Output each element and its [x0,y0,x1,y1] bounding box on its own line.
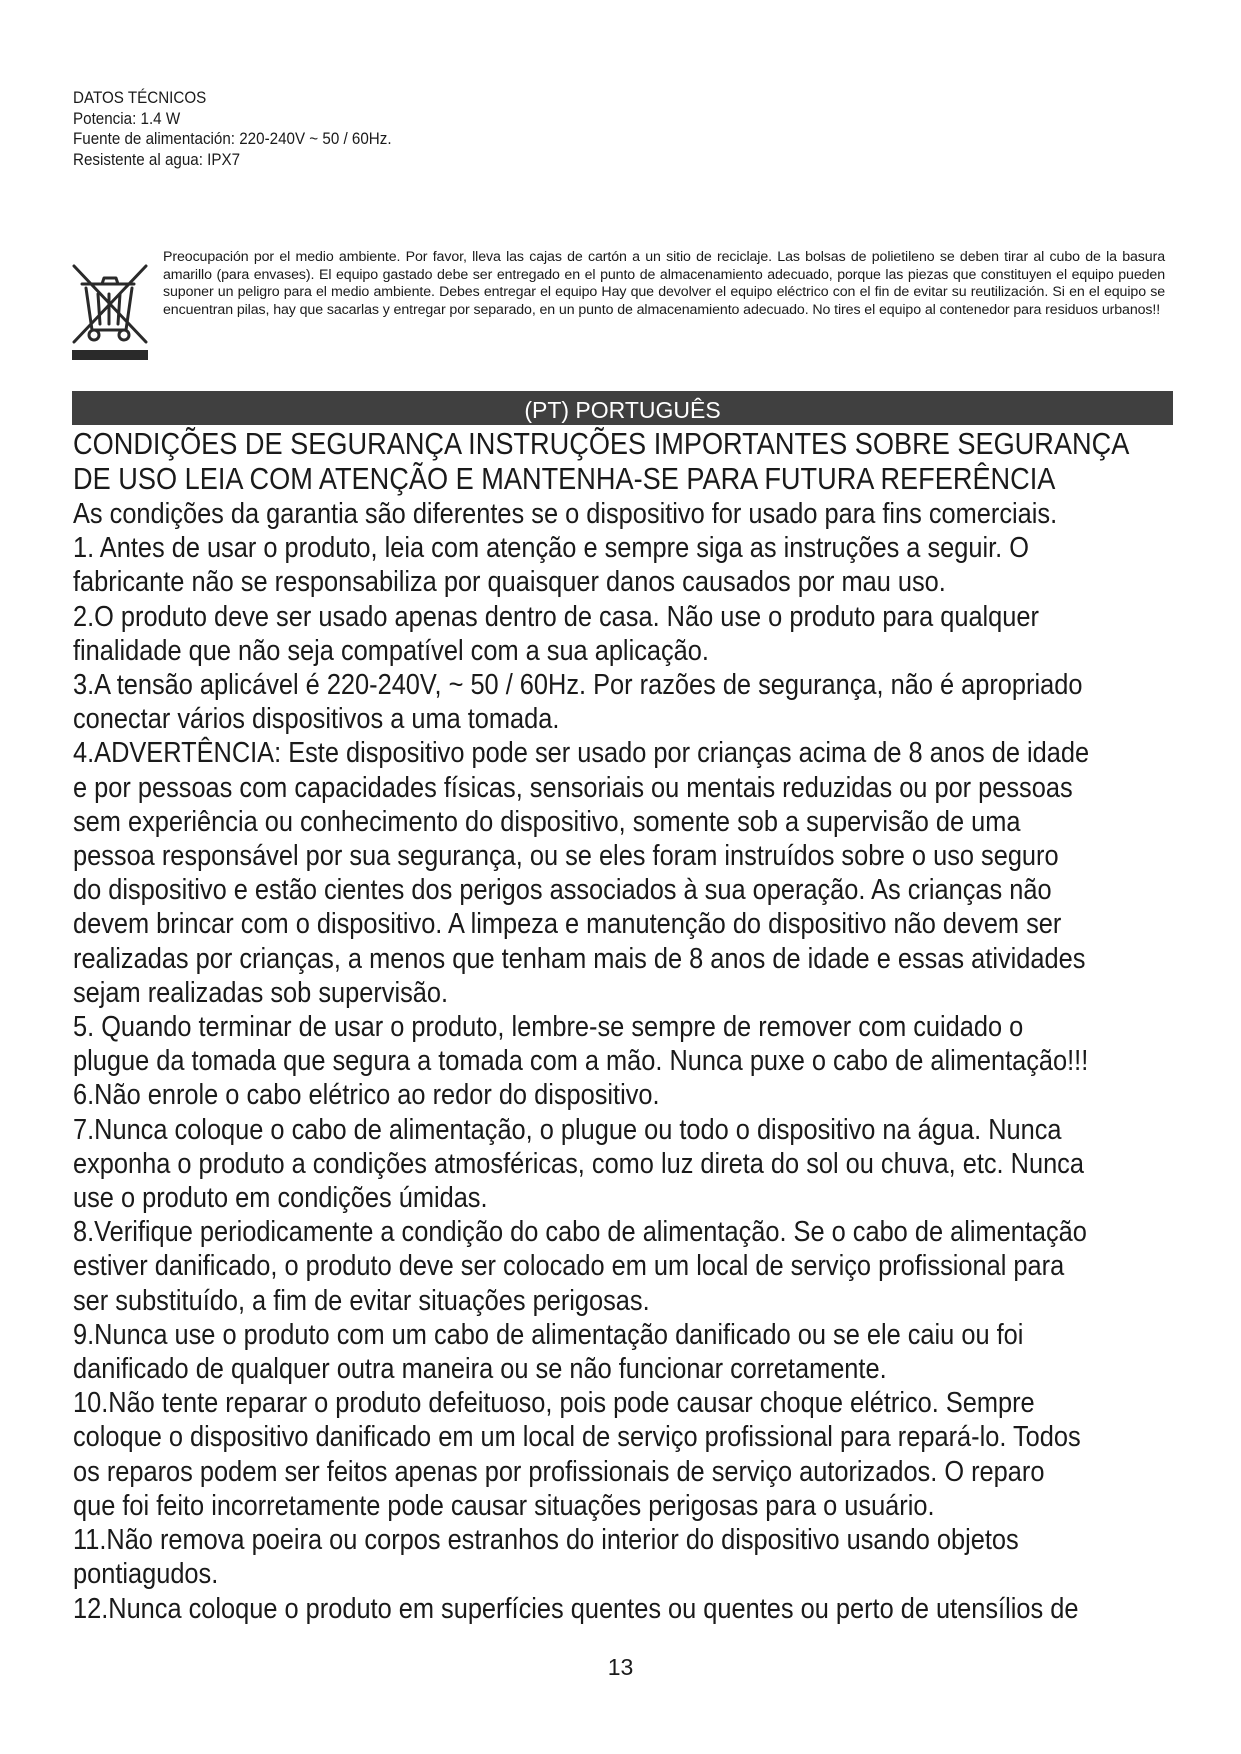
instruction-line: finalidade que não seja compatível com a sua aplicação. [73,634,709,667]
instruction-item-1 [73,531,1168,599]
instruction-line: fabricante não se responsabiliza por quaisquer danos causados por mau uso. [73,566,946,599]
instruction-line: 8.Verifique periodicamente a condição do cabo de alimentação. Se o cabo de alimentação [73,1216,1087,1249]
instruction-line: 7.Nunca coloque o cabo de alimentação, o plugue ou todo o dispositivo na água. Nunca [73,1113,1062,1146]
instruction-line: 4.ADVERTÊNCIA: Este dispositivo pode ser usado por crianças acima de 8 anos de idade [73,737,1090,770]
instruction-item-8 [73,1215,1168,1318]
portuguese-safety-instructions [73,427,1168,1626]
environment-line: piezas que constituyen el equipo pueden suponer un peligro para el medio ambiente. Debes entregar el equipo Hay que devolver el equipo [163,266,1165,300]
instruction-line: 2.O produto deve ser usado apenas dentro de casa. Não use o produto para qualquer [73,600,1039,633]
instruction-line: realizadas por crianças, a menos que tenham mais de 8 anos de idade e essas atividades [73,942,1086,975]
instruction-line: 3.A tensão aplicável é 220-240V, ~ 50 / 60Hz. Por razões de segurança, não é apropriado [73,669,1083,702]
instruction-line: devem brincar com o dispositivo. A limpeza e manutenção do dispositivo não devem ser [73,908,1062,941]
heading-line: CONDIÇÕES DE SEGURANÇA INSTRUÇÕES IMPORTANTES SOBRE SEGURANÇA [73,427,1130,461]
environment-line: eléctrico con el fin de evitar su reutilización. Si en el equipo se encuentran pilas, hay que sacarlas y entregar por separado, en un punto de [163,284,1165,318]
section-header-portuguese [72,391,1173,425]
instruction-line: pontiagudos. [73,1558,219,1591]
instruction-line: 10.Não tente reparar o produto defeituoso, pois pode causar choque elétrico. Sempre [73,1387,1035,1420]
instruction-line: 5. Quando terminar de usar o produto, lembre-se sempre de remover com cuidado o [73,1011,1024,1044]
environment-notice [163,249,1165,319]
instruction-item-9 [73,1318,1168,1386]
environment-line: Preocupación por el medio ambiente. Por favor, lleva las cajas de cartón a un sitio de reciclaje. Las bolsas de polietileno se deben tirar al [163,249,1050,265]
instruction-line: estiver danificado, o produto deve ser colocado em um local de serviço profissional para [73,1250,1065,1283]
instruction-item-11 [73,1523,1168,1591]
instruction-item-7 [73,1113,1168,1216]
instruction-line: exponha o produto a condições atmosféricas, como luz direta do sol ou chuva, etc. Nunca [73,1147,1084,1180]
crossed-out-wheelie-bin-icon [72,262,148,360]
specs-power-supply: Fuente de alimentación: 220-240V ~ 50 / 60Hz. [73,130,392,148]
instruction-item-2 [73,600,1168,668]
instruction-line: danificado de qualquer outra maneira ou se não funcionar corretamente. [73,1353,887,1386]
section-title: (PT) PORTUGUÊS [524,397,721,423]
instruction-line: conectar vários dispositivos a uma tomada. [73,703,560,736]
instruction-line: ser substituído, a fim de evitar situações perigosas. [73,1284,650,1317]
technical-specs [73,88,901,170]
instruction-line: 11.Não remova poeira ou corpos estranhos do interior do dispositivo usando objetos [73,1524,1019,1557]
instruction-line: use o produto em condições úmidas. [73,1182,488,1215]
instruction-item-5 [73,1010,1168,1078]
heading-line: DE USO LEIA COM ATENÇÃO E MANTENHA-SE PARA FUTURA REFERÊNCIA [73,462,1056,496]
environment-line: cubo de la basura amarillo (para envases). El equipo gastado debe ser entregado en el punto de almacenamiento adecuado, porque las [163,249,1165,283]
environment-line: almacenamiento adecuado. No tires el equipo al contenedor para residuos urbanos!! [636,301,1161,318]
instruction-line: sem experiência ou conhecimento do dispositivo, somente sob a supervisão de uma [73,805,1021,838]
instruction-line: pessoa responsável por sua segurança, ou se eles foram instruídos sobre o uso seguro [73,840,1059,873]
safety-heading [73,427,1168,497]
specs-title: DATOS TÉCNICOS [73,89,207,107]
specs-power: Potencia: 1.4 W [73,109,181,128]
instruction-item-4 [73,736,1168,1010]
instruction-line: plugue da tomada que segura a tomada com a mão. Nunca puxe o cabo de alimentação!!! [73,1045,1089,1078]
instruction-line: do dispositivo e estão cientes dos perigos associados à sua operação. As crianças não [73,874,1052,907]
instruction-line: os reparos podem ser feitos apenas por profissionais de serviço autorizados. O reparo [73,1455,1045,1488]
instruction-item-12 [73,1592,1168,1626]
specs-water-resistance: Resistente al agua: IPX7 [73,150,241,169]
instruction-line: e por pessoas com capacidades físicas, sensoriais ou mentais reduzidas ou por pessoas [73,771,1073,804]
instruction-item-3 [73,668,1168,736]
instruction-line: sejam realizadas sob supervisão. [73,976,449,1009]
warranty-note [73,497,1168,531]
warranty-line: As condições da garantia são diferentes se o dispositivo for usado para fins comerciais. [73,498,1058,530]
instruction-line: 6.Não enrole o cabo elétrico ao redor do dispositivo. [73,1079,660,1112]
instruction-line: 9.Nunca use o produto com um cabo de alimentação danificado ou se ele caiu ou foi [73,1318,1024,1351]
instruction-item-10 [73,1386,1168,1523]
instruction-item-6 [73,1078,1168,1112]
page-number: 13 [607,1654,634,1680]
instruction-line: coloque o dispositivo danificado em um local de serviço profissional para repará-lo. Todos [73,1421,1081,1454]
instruction-line: 12.Nunca coloque o produto em superfícies quentes ou quentes ou perto de utensílios de [73,1592,1079,1625]
instruction-line: que foi feito incorretamente pode causar situações perigosas para o usuário. [73,1489,935,1522]
instruction-line: 1. Antes de usar o produto, leia com atenção e sempre siga as instruções a seguir. O [73,532,1029,565]
